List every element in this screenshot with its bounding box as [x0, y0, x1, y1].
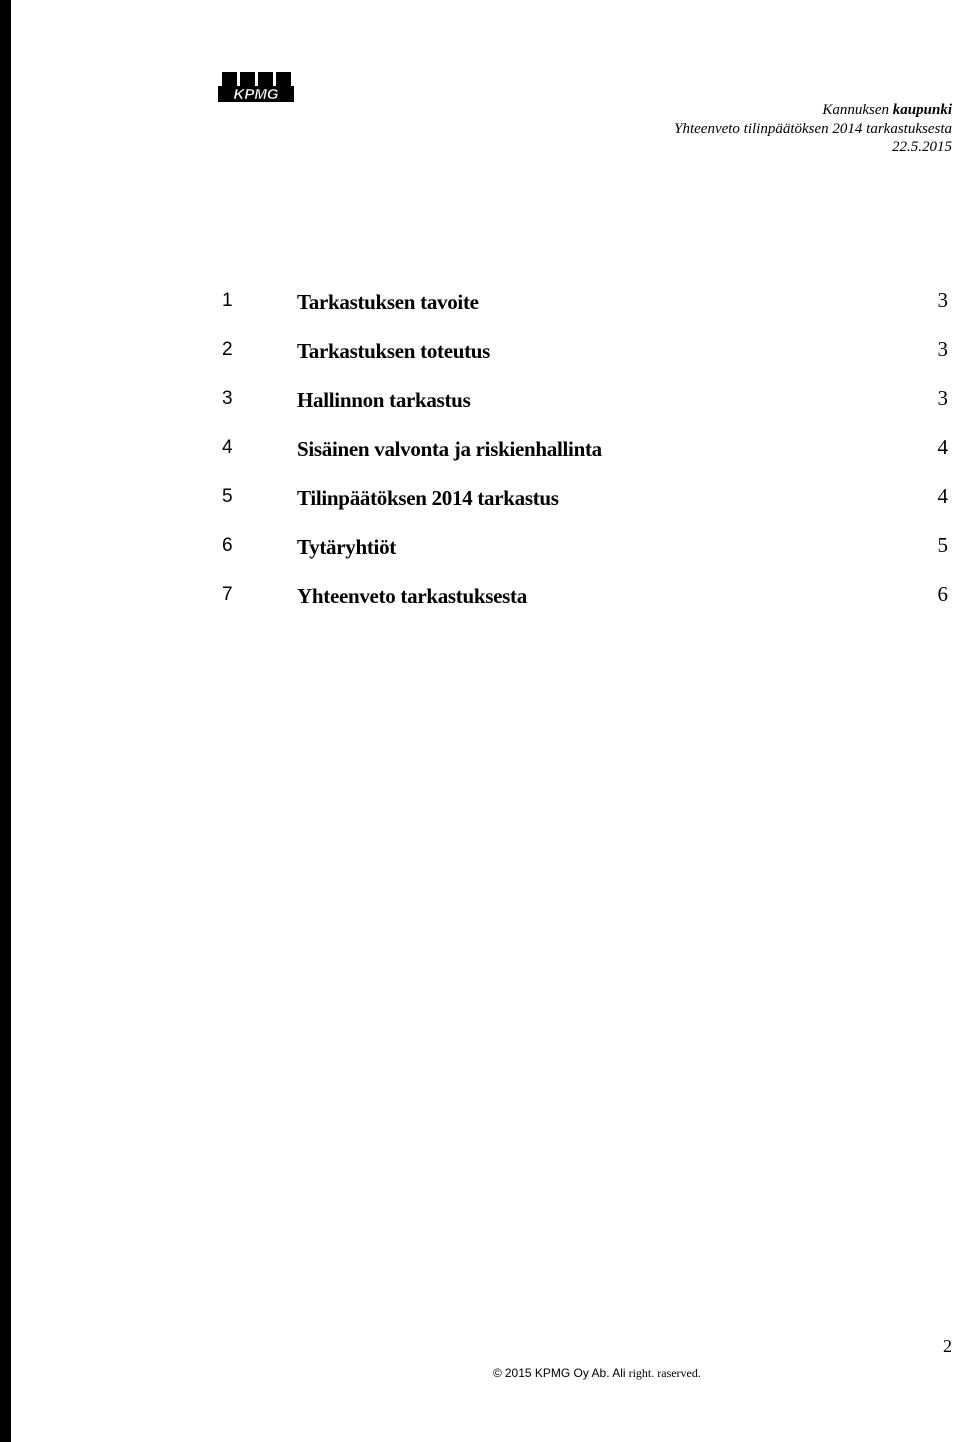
toc-title[interactable]: Tilinpäätöksen 2014 tarkastus [297, 486, 559, 510]
toc-title[interactable]: Tarkastuksen toteutus [297, 339, 491, 363]
toc-title[interactable]: Yhteenveto tarkastuksesta [297, 584, 527, 608]
toc-row[interactable] [0, 427, 960, 467]
toc-number: 3 [222, 388, 233, 409]
footer-company: 2015 KPMG Oy Ab. Ali [504, 1366, 626, 1380]
toc-row[interactable] [0, 574, 960, 614]
header-org-regular: Kannuksen [822, 102, 890, 118]
toc-row[interactable] [0, 476, 960, 516]
toc-row[interactable] [0, 280, 960, 320]
toc-number: 7 [222, 584, 233, 605]
toc-page: 6 [937, 582, 948, 606]
toc-number: 6 [222, 535, 233, 556]
document-header [674, 101, 952, 157]
copyright-footer [493, 1366, 701, 1381]
toc-page: 3 [937, 337, 948, 361]
page-edge-bar [0, 0, 11, 1442]
toc-page: 3 [937, 288, 948, 312]
toc-number: 4 [222, 437, 233, 458]
toc-row[interactable] [0, 378, 960, 418]
toc-number: 5 [222, 486, 233, 507]
toc-row[interactable] [0, 329, 960, 369]
toc-page: 5 [937, 533, 948, 557]
header-org-bold: kaupunki [892, 102, 952, 118]
toc-row[interactable] [0, 525, 960, 565]
logo-text: KPMG [233, 86, 279, 103]
toc-title[interactable]: Hallinnon tarkastus [297, 388, 471, 412]
copyright-symbol: © [493, 1366, 502, 1380]
footer-rights: right. raserved. [628, 1366, 701, 1380]
page-number: 2 [943, 1336, 952, 1356]
header-organization [674, 101, 952, 120]
toc-page: 4 [937, 435, 948, 459]
toc-number: 1 [222, 290, 233, 311]
toc-title[interactable]: Tytäryhtiöt [297, 535, 396, 559]
toc-page: 3 [937, 386, 948, 410]
header-document-title: Yhteenveto tilinpäätöksen 2014 tarkastuksesta [674, 120, 952, 137]
toc-number: 2 [222, 339, 233, 360]
header-date: 22.5.2015 [892, 139, 952, 155]
toc-page: 4 [937, 484, 948, 508]
kpmg-logo [218, 72, 296, 105]
toc-title[interactable]: Sisäinen valvonta ja riskienhallinta [297, 437, 602, 461]
toc-title[interactable]: Tarkastuksen tavoite [297, 290, 479, 314]
